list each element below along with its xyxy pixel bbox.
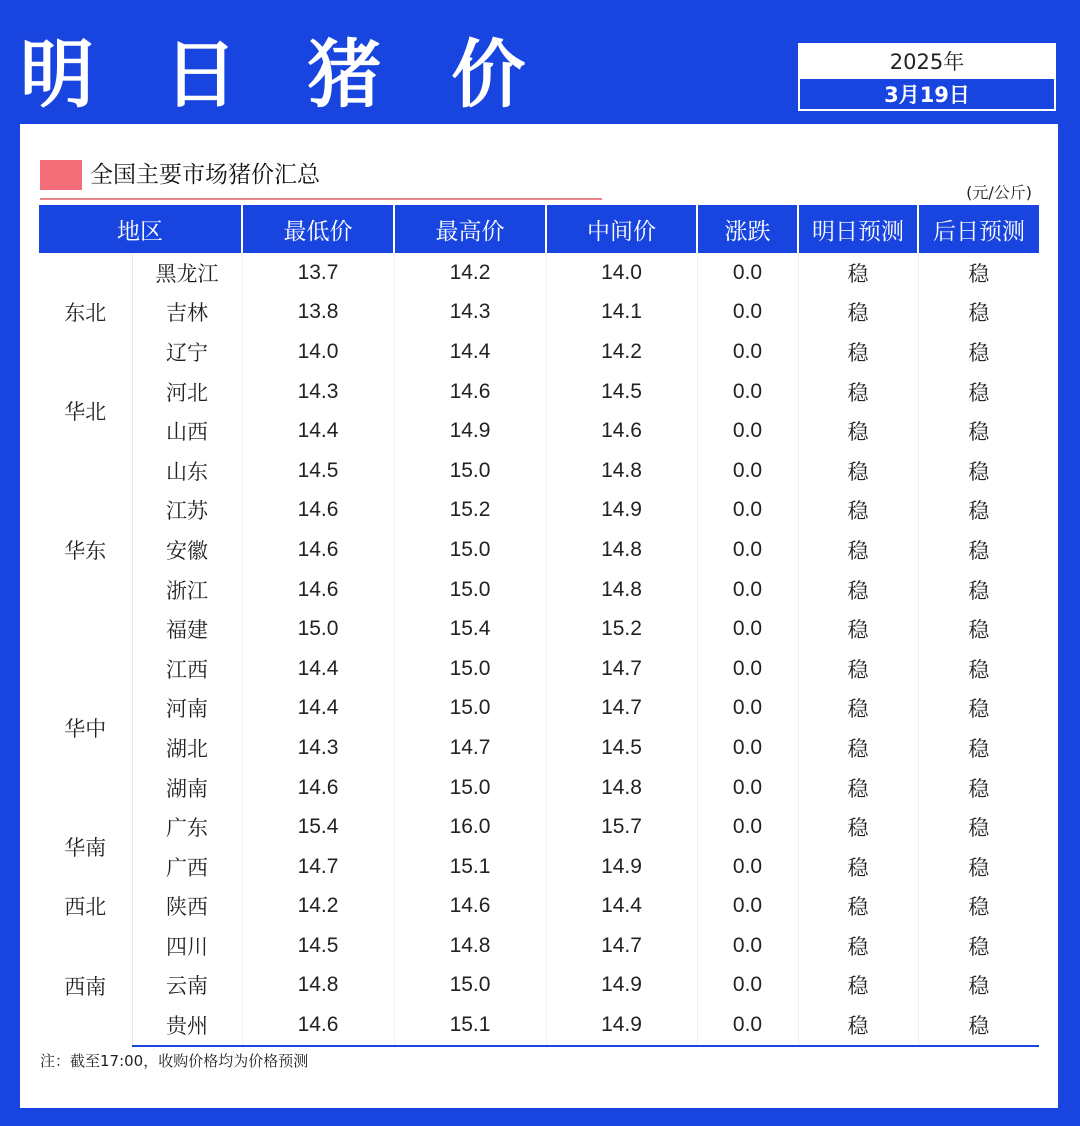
province-cell: 湖北 [132,728,242,768]
change-cell: 0.0 [697,530,798,570]
region-cell: 西北 [39,887,132,927]
tomorrow-forecast-cell: 稳 [798,689,918,729]
day-after-forecast-cell: 稳 [968,934,990,959]
content-card [20,124,1058,1108]
change-cell: 0.0 [697,411,798,451]
province-cell: 江西 [132,649,242,689]
min-price-cell: 14.3 [242,372,394,412]
header-min-price: 最低价 [242,205,394,253]
day-after-forecast-cell: 稳 [968,538,990,563]
province-cell: 云南 [132,966,242,1006]
mid-price-cell: 14.7 [546,926,697,966]
day-after-forecast-cell: 稳 [968,301,990,326]
table-row [39,649,1039,689]
tomorrow-forecast-cell: 稳 [798,926,918,966]
tomorrow-forecast-cell: 稳 [798,768,918,808]
tomorrow-forecast-cell: 稳 [798,570,918,610]
province-cell: 四川 [132,926,242,966]
min-price-cell: 14.2 [242,887,394,927]
header-day-after-forecast: 后日预测 [918,205,1039,253]
mid-price-cell: 14.9 [546,966,697,1006]
province-cell: 吉林 [132,293,242,333]
change-cell: 0.0 [697,609,798,649]
region-cell: 华中 [39,649,132,807]
table-row [39,491,1039,531]
header-change: 涨跌 [697,205,798,253]
mid-price-cell: 14.9 [546,847,697,887]
mid-price-cell: 14.0 [546,253,697,293]
table-body [39,253,1039,1046]
min-price-cell: 13.7 [242,253,394,293]
max-price-cell: 14.8 [394,926,546,966]
mid-price-cell: 14.9 [546,491,697,531]
table-row [39,887,1039,927]
province-cell: 广东 [132,807,242,847]
table-row [39,332,1039,372]
footer-note: 注：截至17:00，收购价格均为价格预测 [40,1052,309,1070]
min-price-cell: 14.4 [242,689,394,729]
mid-price-cell: 14.2 [546,332,697,372]
min-price-cell: 14.6 [242,491,394,531]
min-price-cell: 14.4 [242,411,394,451]
day-after-forecast-cell: 稳 [918,1005,1039,1046]
table-row [39,609,1039,649]
date-day: 3月19日 [884,83,970,107]
max-price-cell: 15.0 [394,530,546,570]
day-after-forecast-cell: 稳 [968,736,990,761]
change-cell: 0.0 [697,728,798,768]
change-cell: 0.0 [697,491,798,531]
table-row [39,966,1039,1006]
tomorrow-forecast-cell: 稳 [798,728,918,768]
max-price-cell: 14.7 [394,728,546,768]
change-cell: 0.0 [697,293,798,333]
province-cell: 江苏 [132,491,242,531]
max-price-cell: 14.4 [394,332,546,372]
region-cell: 东北 [39,253,132,372]
change-cell: 0.0 [697,649,798,689]
province-cell: 浙江 [132,570,242,610]
max-price-cell: 15.0 [394,451,546,491]
region-cell: 华东 [39,451,132,649]
tomorrow-forecast-cell: 稳 [798,1005,918,1046]
mid-price-cell: 14.8 [546,530,697,570]
day-after-forecast-cell: 稳 [968,420,990,445]
date-box [798,43,1056,111]
change-cell: 0.0 [697,926,798,966]
day-after-forecast-cell: 稳 [968,340,990,365]
tomorrow-forecast-cell: 稳 [798,293,918,333]
max-price-cell: 15.1 [394,847,546,887]
min-price-cell: 14.4 [242,649,394,689]
header-mid-price: 中间价 [546,205,697,253]
province-cell: 湖南 [132,768,242,808]
table-row [39,411,1039,451]
mid-price-cell: 14.6 [546,411,697,451]
table-row [39,530,1039,570]
province-cell: 山东 [132,451,242,491]
mid-price-cell: 15.2 [546,609,697,649]
unit-label: (元/公斤) [966,183,1032,202]
min-price-cell: 14.6 [242,530,394,570]
mid-price-cell: 14.5 [546,372,697,412]
table-row [39,570,1039,610]
province-cell: 山西 [132,411,242,451]
day-after-forecast-cell: 稳 [968,657,990,682]
min-price-cell: 15.4 [242,807,394,847]
change-cell: 0.0 [697,847,798,887]
section-color-swatch [40,160,82,190]
tomorrow-forecast-cell: 稳 [798,411,918,451]
mid-price-cell: 14.9 [546,1005,697,1046]
mid-price-cell: 15.7 [546,807,697,847]
mid-price-cell: 14.7 [546,689,697,729]
province-cell: 安徽 [132,530,242,570]
max-price-cell: 16.0 [394,807,546,847]
section-header [40,160,602,200]
change-cell: 0.0 [697,451,798,491]
change-cell: 0.0 [697,1005,798,1046]
mid-price-cell: 14.5 [546,728,697,768]
day-after-forecast-cell: 稳 [968,618,990,643]
change-cell: 0.0 [697,768,798,808]
change-cell: 0.0 [697,966,798,1006]
min-price-cell: 14.5 [242,451,394,491]
table-row [39,1005,1039,1046]
province-cell: 福建 [132,609,242,649]
region-cell: 华南 [39,807,132,886]
table-row [39,451,1039,491]
province-cell: 河北 [132,372,242,412]
day-after-forecast-cell: 稳 [968,459,990,484]
min-price-cell: 14.6 [242,1005,394,1046]
max-price-cell: 14.6 [394,887,546,927]
table-row [39,728,1039,768]
change-cell: 0.0 [697,372,798,412]
max-price-cell: 15.2 [394,491,546,531]
day-after-forecast-cell: 稳 [968,855,990,880]
tomorrow-forecast-cell: 稳 [798,966,918,1006]
change-cell: 0.0 [697,332,798,372]
header-region: 地区 [39,205,242,253]
tomorrow-forecast-cell: 稳 [798,649,918,689]
mid-price-cell: 14.8 [546,570,697,610]
province-cell: 河南 [132,689,242,729]
day-after-forecast-cell: 稳 [968,380,990,405]
tomorrow-forecast-cell: 稳 [798,807,918,847]
max-price-cell: 15.4 [394,609,546,649]
min-price-cell: 14.5 [242,926,394,966]
change-cell: 0.0 [697,253,798,293]
header-tomorrow-forecast: 明日预测 [798,205,918,253]
tomorrow-forecast-cell: 稳 [798,491,918,531]
day-after-forecast-cell: 稳 [968,697,990,722]
change-cell: 0.0 [697,689,798,729]
table-row [39,253,1039,293]
province-cell: 贵州 [132,1005,242,1046]
tomorrow-forecast-cell: 稳 [798,451,918,491]
tomorrow-forecast-cell: 稳 [798,530,918,570]
tomorrow-forecast-cell: 稳 [798,332,918,372]
date-year: 2025年 [800,45,1054,79]
header-max-price: 最高价 [394,205,546,253]
min-price-cell: 14.0 [242,332,394,372]
max-price-cell: 14.3 [394,293,546,333]
mid-price-cell: 14.8 [546,768,697,808]
max-price-cell: 15.0 [394,649,546,689]
price-table [39,205,1039,1047]
max-price-cell: 15.0 [394,768,546,808]
min-price-cell: 14.6 [242,768,394,808]
province-cell: 黑龙江 [132,253,242,293]
table-row [39,768,1039,808]
max-price-cell: 15.0 [394,689,546,729]
table-header-row [39,205,1039,253]
table-row [39,807,1039,847]
min-price-cell: 14.7 [242,847,394,887]
day-after-forecast-cell: 稳 [968,776,990,801]
max-price-cell: 14.9 [394,411,546,451]
province-cell: 陕西 [132,887,242,927]
table-row [39,926,1039,966]
max-price-cell: 14.2 [394,253,546,293]
min-price-cell: 14.6 [242,570,394,610]
max-price-cell: 14.6 [394,372,546,412]
province-cell: 辽宁 [132,332,242,372]
region-cell: 华北 [39,372,132,451]
mid-price-cell: 14.8 [546,451,697,491]
region-cell: 西南 [39,926,132,1046]
day-after-forecast-cell: 稳 [968,816,990,841]
change-cell: 0.0 [697,807,798,847]
day-after-forecast-cell: 稳 [968,974,990,999]
day-after-forecast-cell: 稳 [968,895,990,920]
mid-price-cell: 14.1 [546,293,697,333]
mid-price-cell: 14.4 [546,887,697,927]
max-price-cell: 15.1 [394,1005,546,1046]
tomorrow-forecast-cell: 稳 [798,887,918,927]
min-price-cell: 14.8 [242,966,394,1006]
day-after-forecast-cell: 稳 [968,499,990,524]
min-price-cell: 15.0 [242,609,394,649]
tomorrow-forecast-cell: 稳 [798,847,918,887]
table-row [39,689,1039,729]
page-title: 明 日 猪 价 [20,32,548,118]
province-cell: 广西 [132,847,242,887]
table-row [39,293,1039,333]
min-price-cell: 14.3 [242,728,394,768]
tomorrow-forecast-cell: 稳 [798,253,918,293]
day-after-forecast-cell: 稳 [968,261,990,286]
mid-price-cell: 14.7 [546,649,697,689]
min-price-cell: 13.8 [242,293,394,333]
day-after-forecast-cell: 稳 [968,578,990,603]
max-price-cell: 15.0 [394,966,546,1006]
tomorrow-forecast-cell: 稳 [798,609,918,649]
table-row [39,372,1039,412]
max-price-cell: 15.0 [394,570,546,610]
tomorrow-forecast-cell: 稳 [798,372,918,412]
section-title: 全国主要市场猪价汇总 [90,162,320,188]
table-row [39,847,1039,887]
change-cell: 0.0 [697,887,798,927]
change-cell: 0.0 [697,570,798,610]
